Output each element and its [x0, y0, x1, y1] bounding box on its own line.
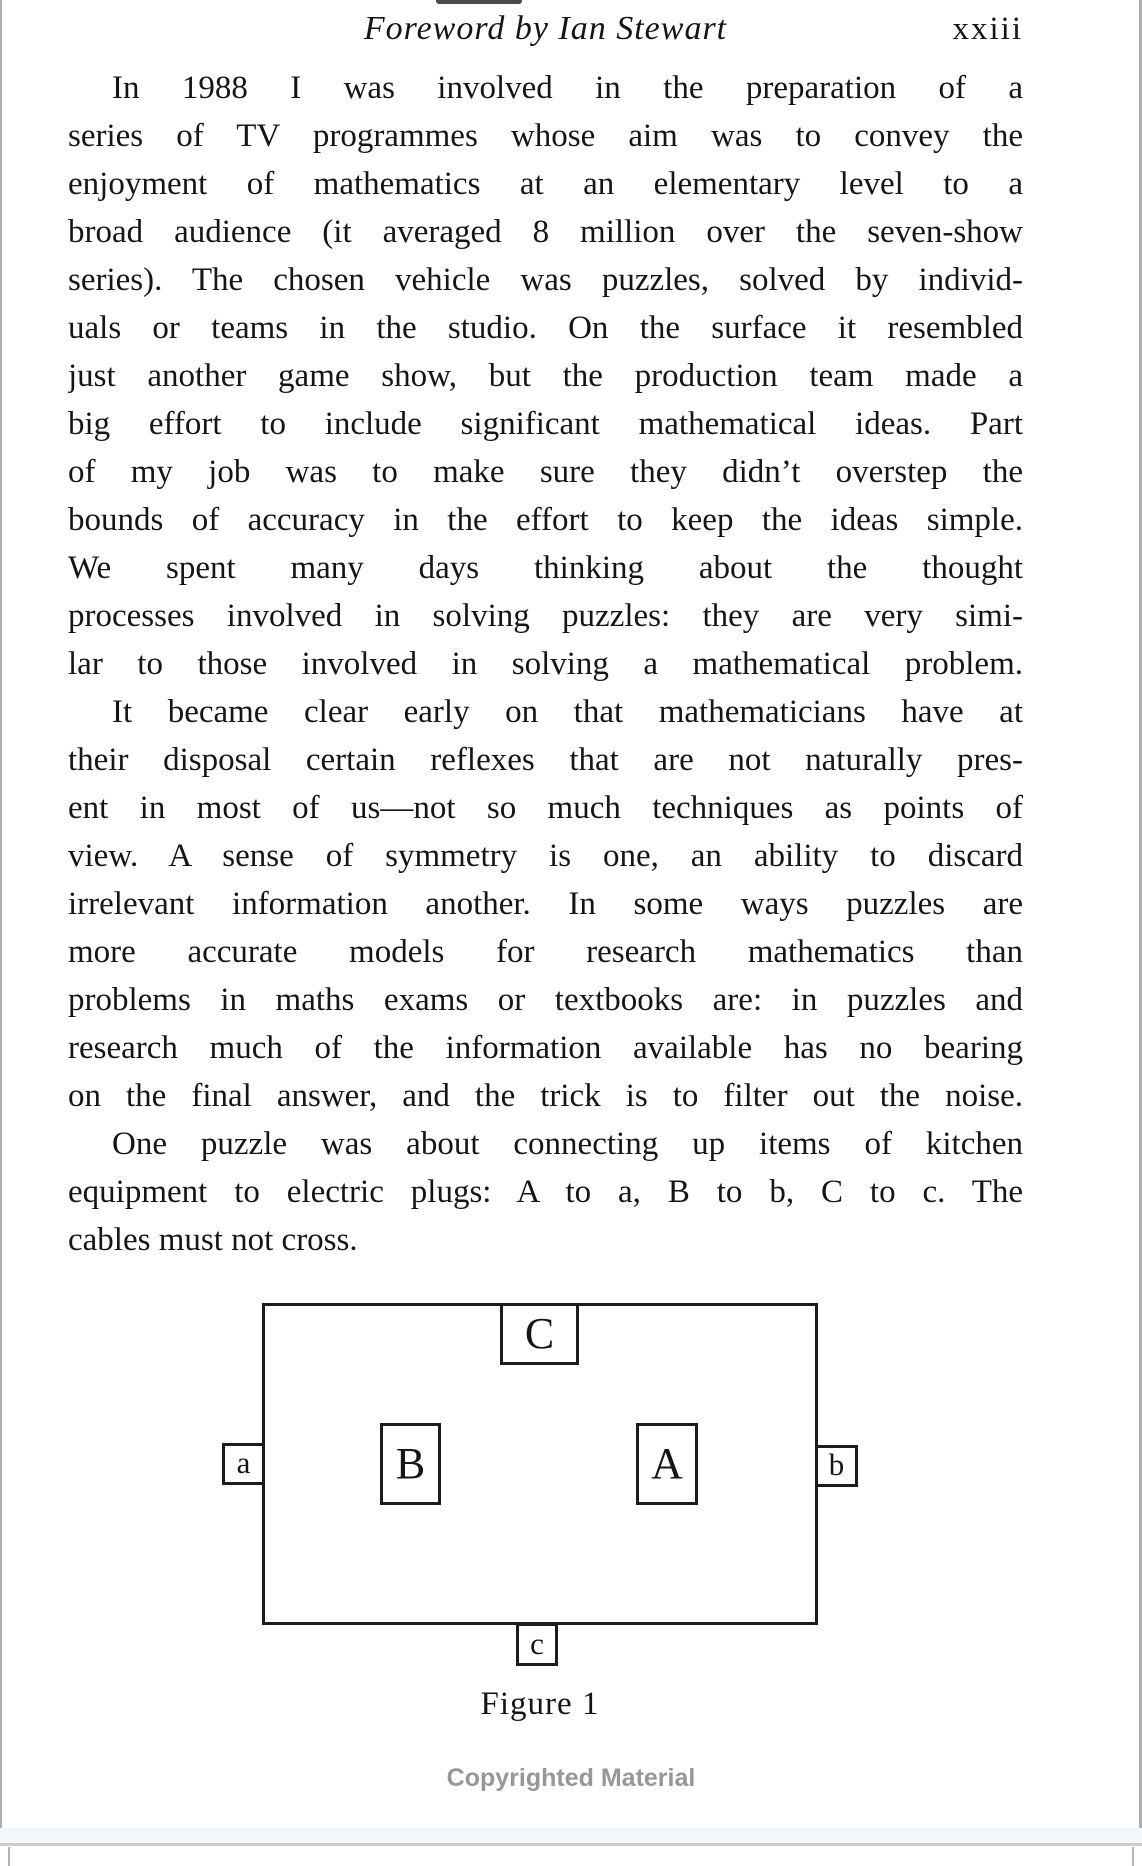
next-page-left-border	[8, 1847, 10, 1866]
figure-label-a: a	[236, 1445, 251, 1480]
text-line: irrelevant information another. In some ways puzzles are	[68, 886, 1023, 922]
figure-socket-c	[516, 1623, 558, 1666]
text-line: equipment to electric plugs: A to a, B to b, C to c. The	[68, 1174, 1023, 1210]
page-left-border	[0, 0, 2, 1828]
page-number: xxiii	[952, 11, 1023, 47]
text-line: their disposal certain reflexes that are not naturally pres-	[68, 742, 1023, 778]
text-line: lar to those involved in solving a mathematical problem.	[68, 646, 1023, 682]
figure-label-c: c	[530, 1625, 544, 1661]
body-text	[68, 64, 1023, 1264]
text-line: bounds of accuracy in the effort to keep the ideas simple.	[68, 502, 1023, 538]
text-line: of my job was to make sure they didn’t overstep the	[68, 454, 1023, 490]
next-page-top-border	[0, 1843, 1142, 1846]
text-line: In 1988 I was involved in the preparation of a	[112, 70, 1023, 106]
text-line: more accurate models for research mathematics than	[68, 934, 1023, 970]
figure-label-C: C	[524, 1308, 555, 1358]
text-line: broad audience (it averaged 8 million over the seven-show	[68, 214, 1023, 250]
text-line: It became clear early on that mathematicians have at	[112, 694, 1023, 730]
text-line: big effort to include significant mathematical ideas. Part	[68, 406, 1023, 442]
page-header	[68, 6, 1023, 52]
text-line: on the final answer, and the trick is to filter out the noise.	[68, 1078, 1023, 1114]
page-title: Foreword by Ian Stewart	[363, 10, 728, 47]
figure-socket-b	[815, 1445, 858, 1487]
paragraph	[68, 1120, 1023, 1264]
text-line: processes involved in solving puzzles: they are very simi-	[68, 598, 1023, 634]
text-line: just another game show, but the production team made a	[68, 358, 1023, 394]
text-line: We spent many days thinking about the thought	[68, 550, 1023, 586]
figure-label-A: A	[651, 1438, 683, 1488]
text-line: enjoyment of mathematics at an elementary level to a	[68, 166, 1023, 202]
next-page-right-border	[1132, 1847, 1134, 1866]
figure-socket-a	[222, 1443, 265, 1485]
text-line: cables must not cross.	[68, 1222, 358, 1258]
text-line: One puzzle was about connecting up items of kitchen	[112, 1126, 1023, 1162]
figure-appliance-B	[380, 1423, 441, 1505]
figure-caption: Figure 1	[480, 1686, 600, 1722]
paragraph	[68, 688, 1023, 1120]
text-line: uals or teams in the studio. On the surface it resembled	[68, 310, 1023, 346]
paragraph	[68, 64, 1023, 688]
page-divider-band	[0, 1828, 1142, 1843]
copyright-watermark: Copyrighted Material	[446, 1764, 696, 1792]
figure-label-b: b	[828, 1447, 845, 1482]
figure-socket-C	[500, 1303, 579, 1365]
text-line: view. A sense of symmetry is one, an ability to discard	[68, 838, 1023, 874]
text-line: ent in most of us—not so much techniques as points of	[68, 790, 1023, 826]
figure-label-B: B	[395, 1438, 426, 1488]
text-line: series). The chosen vehicle was puzzles, solved by individ-	[68, 262, 1023, 298]
text-line: series of TV programmes whose aim was to convey the	[68, 118, 1023, 154]
text-line: problems in maths exams or textbooks are: in puzzles and	[68, 982, 1023, 1018]
figure-appliance-A	[636, 1423, 698, 1505]
scan-artifact	[436, 0, 522, 4]
text-line: research much of the information available has no bearing	[68, 1030, 1023, 1066]
